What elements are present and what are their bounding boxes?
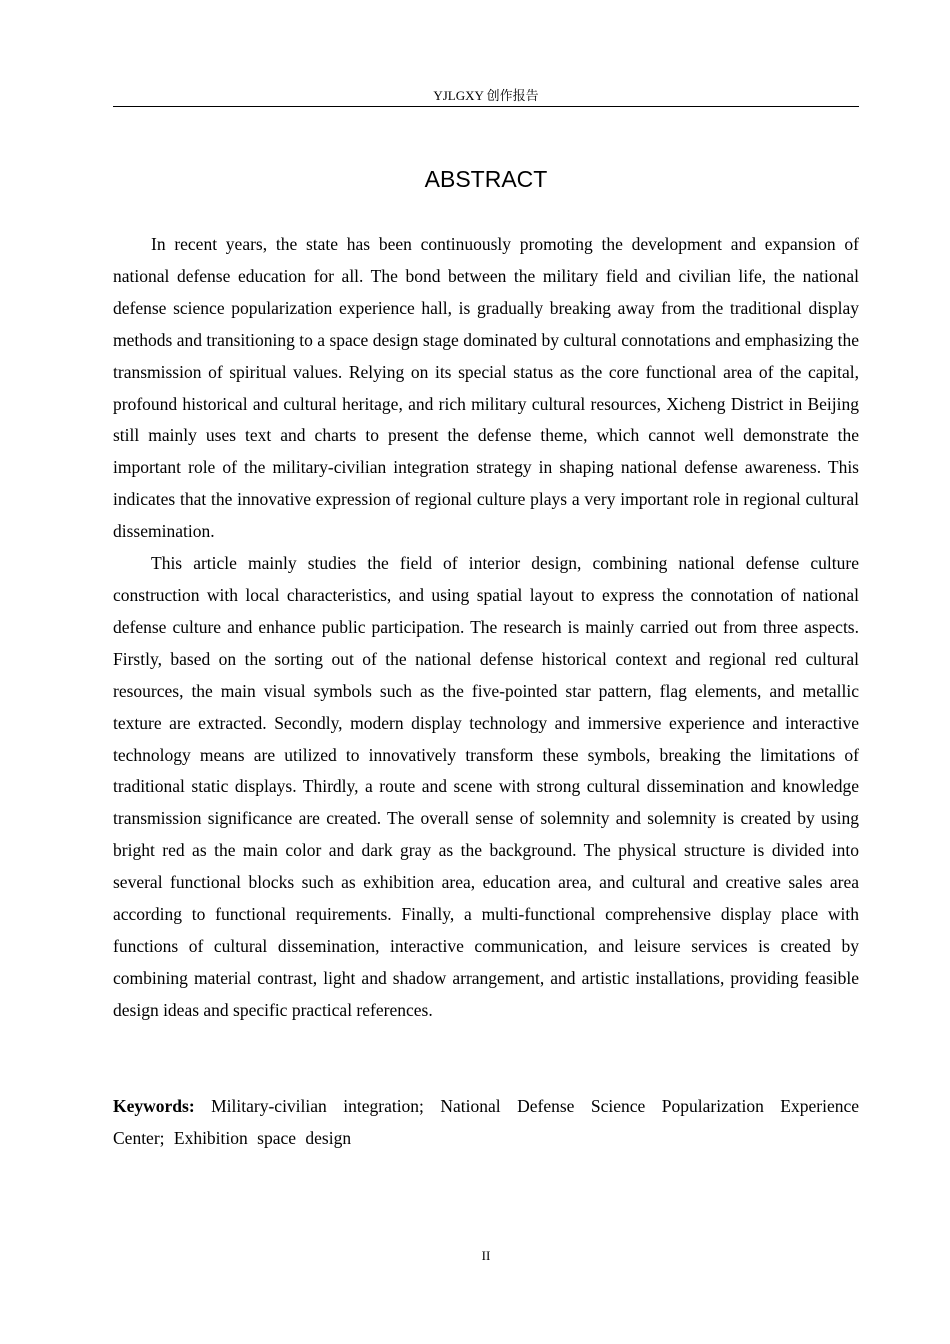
header-title: YJLGXY 创作报告 [433,88,539,103]
keywords [113,1091,859,1155]
keywords-label: Keywords: [113,1096,195,1116]
abstract-paragraph: In recent years, the state has been continuously promoting the development and expansion of national defense education for all. The bond between the military field and civilian life, the national defense science popularization experience hall, is gradually breaking away from the traditional display methods and transitioning to a space design stage dominated by cultural connotations and emphasizing the transmission of spiritual values. Relying on its special status as the core functional area of the capital, profound historical and cultural heritage, and rich military cultural resources, Xicheng District in Beijing still mainly uses text and charts to present the defense theme, which cannot well demonstrate the important role of the military-civilian integration strategy in shaping national defense awareness. This indicates that the innovative expression of regional culture plays a very important role in regional cultural dissemination. [113,234,859,542]
abstract-body [113,229,859,1027]
page-header [113,88,859,107]
keywords-text: Military-civilian integration; National Defense Science Popularization Experience Center; Exhibition space design [113,1096,859,1148]
page-number: II [481,1248,491,1263]
abstract-title: ABSTRACT [424,166,548,192]
abstract-paragraph: This article mainly studies the field of interior design, combining national defense culture construction with local characteristics, and using spatial layout to express the connotation of national defense culture and enhance public participation. The research is mainly carried out from three aspects. Firstly, based on the sorting out of the national defense historical context and regional red cultural resources, the main visual symbols such as the five-pointed star pattern, flag elements, and metallic texture are extracted. Secondly, modern display technology and immersive experience and interactive technology means are utilized to innovatively transform these symbols, breaking the limitations of traditional static displays. Thirdly, a route and scene with strong cultural dissemination and knowledge transmission significance are created. The overall sense of solemnity and solemnity is created by using bright red as the main color and dark gray as the background. The physical structure is divided into several functional blocks such as exhibition area, education area, and cultural and creative sales area according to functional requirements. Finally, a multi-functional comprehensive display place with functions of cultural dissemination, interactive communication, and leisure services is created by combining material contrast, light and shadow arrangement, and artistic installations, providing feasible design ideas and specific practical references. [113,553,859,1020]
